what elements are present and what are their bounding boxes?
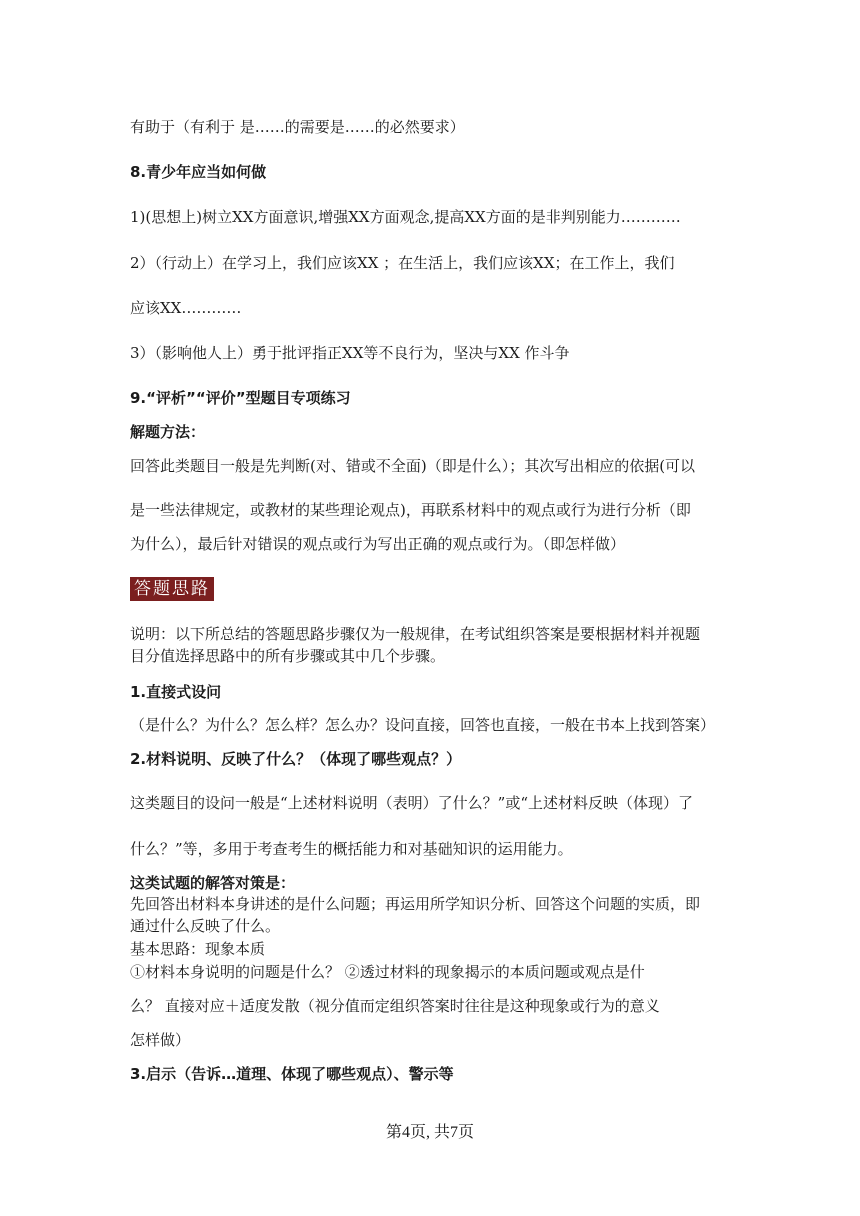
line-6: 3）（影响他人上）勇于批评指正XX等不良行为，坚决与XX 作斗争 [130, 344, 570, 362]
line-5: 应该XX………… [130, 299, 242, 317]
page-footer: 第4页, 共7页 [385, 1124, 474, 1141]
heading-8: 8.青少年应当如何做 [130, 163, 267, 181]
line-25: 怎样做） [130, 1031, 191, 1049]
line-24: 么？ 直接对应＋适度发散（视分值而定组织答案时往往是这种现象或行为的意义 [130, 997, 660, 1015]
strategy-heading: 这类试题的解答对策是： [130, 874, 296, 892]
line-10: 是一些法律规定，或教材的某些理论观点)，再联系材料中的观点或行为进行分析（即 [130, 501, 691, 519]
line-21: 通过什么反映了什么。 [130, 917, 281, 935]
heading-3: 3.启示（告诉…道理、体现了哪些观点）、警示等 [130, 1065, 454, 1083]
line-13: 目分值选择思路中的所有步骤或其中几个步骤。 [130, 647, 446, 665]
line-4: 2）（行动上）在学习上，我们应该XX ；在生活上，我们应该XX；在工作上，我们 [130, 254, 675, 272]
line-11: 为什么），最后针对错误的观点或行为写出正确的观点或行为。（即怎样做） [130, 535, 626, 553]
line-18: 什么？”等，多用于考查考生的概括能力和对基础知识的运用能力。 [130, 840, 573, 858]
heading-1: 1.直接式设问 [130, 683, 222, 701]
line-20: 先回答出材料本身讲述的是什么问题；再运用所学知识分析、回答这个问题的实质，即 [130, 895, 701, 913]
section-badge: 答题思路 [130, 577, 214, 601]
line-17: 这类题目的设问一般是“上述材料说明（表明）了什么？”或“上述材料反映（体现）了 [130, 794, 694, 812]
line-23: ①材料本身说明的问题是什么？ ②透过材料的现象揭示的本质问题或观点是什 [130, 963, 645, 981]
line-9: 回答此类题目一般是先判断(对、错或不全面)（即是什么）；其次写出相应的依据(可以 [130, 457, 696, 475]
line-22: 基本思路：现象本质 [130, 940, 266, 958]
heading-2: 2.材料说明、反映了什么？（体现了哪些观点？） [130, 750, 462, 768]
line-15: （是什么？为什么？怎么样？怎么办？设问直接，回答也直接，一般在书本上找到答案） [130, 716, 716, 734]
heading-9: 9.“评析”“评价”型题目专项练习 [130, 389, 351, 407]
method-heading: 解题方法： [130, 423, 206, 441]
line-12: 说明：以下所总结的答题思路步骤仅为一般规律，在考试组织答案是要根据材料并视题 [130, 625, 701, 643]
line-1: 有助于（有利于 是……的需要是……的必然要求） [130, 118, 465, 136]
line-3: 1)(思想上)树立XX方面意识,增强XX方面观念,提高XX方面的是非判别能力………… [130, 208, 681, 226]
